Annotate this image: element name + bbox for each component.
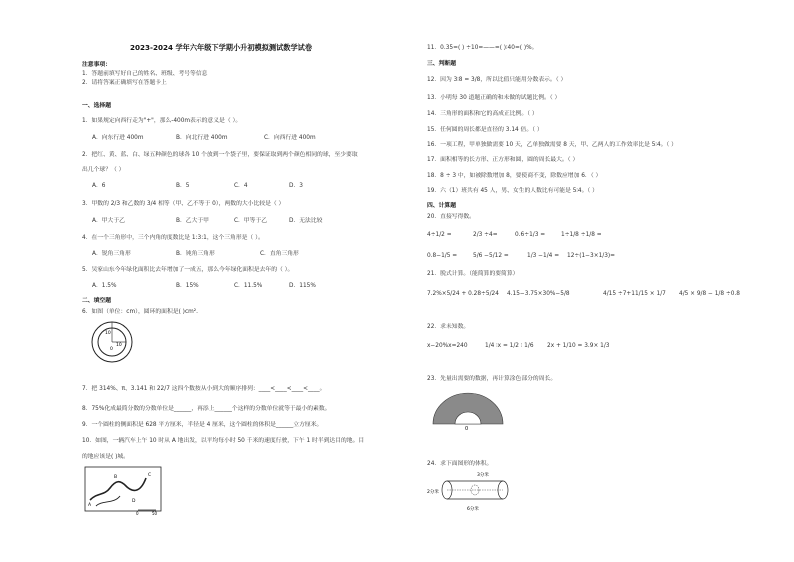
question-18: 18．8 ÷ 3 中，如被除数增加 8，要使商不变，除数应增加 6．（ ） xyxy=(427,173,602,179)
section-heading: 四、计算题 xyxy=(427,203,456,209)
question-17: 17．面积相等的长方形、正方形和圆，圆的周长最大。（ ） xyxy=(427,157,579,163)
option: B．15% xyxy=(176,283,199,289)
map-label: D xyxy=(132,499,136,504)
calc-item: 4/5 × 9/8 − 1/8 ÷0.8 xyxy=(679,291,740,297)
calc-item: 4.15−3.75×30%−5/8 xyxy=(507,291,570,297)
question-7: 7．把 314%、π、3.141 和 22/7 这四个数按从小到大的顺序排列：____<____<____<____。 xyxy=(82,386,326,392)
note-item: 1．答题前填写好自己的姓名、班级、考号等信息 xyxy=(82,71,208,77)
question-2-cont: 出几个球？（ ） xyxy=(82,167,125,173)
fig-label: 10 xyxy=(105,331,111,336)
option: D．无法比较 xyxy=(289,218,323,224)
note-item: 2．请将答案正确填写在答题卡上 xyxy=(82,80,167,86)
option: A．1.5% xyxy=(92,283,117,289)
question-22: 22．求未知数。 xyxy=(427,324,470,330)
question-23: 23．先量出需要的数据，再计算涂色部分的周长。 xyxy=(427,376,557,382)
section-heading: 三、判断题 xyxy=(427,61,456,67)
section-heading: 二、填空题 xyxy=(82,298,111,304)
question-9: 9．一个圆柱的侧面积是 628 平方厘米，半径是 4 厘米，这个圆柱的体积是______立方厘米。 xyxy=(82,422,323,428)
fig-label: 0 xyxy=(110,347,113,352)
option: B．向北行进 400m xyxy=(176,135,228,141)
calc-item: 12÷(1−3×1/3)= xyxy=(567,253,616,259)
fig-label: 10 xyxy=(116,343,122,348)
ring-figure xyxy=(90,320,134,364)
option: A．6 xyxy=(92,183,106,189)
map-label: C xyxy=(148,473,152,478)
section-heading: 一、选择题 xyxy=(82,103,111,109)
question-10: 10．如图，一辆汽车上午 10 时从 A 地出发，以平均每小时 50 千米的速度行驶，下午 1 时半到达目的地。目 xyxy=(82,438,365,444)
fig-label: 2分米 xyxy=(427,490,439,495)
question-6: 6．如图（单位：cm），圆环的面积是( )cm². xyxy=(82,309,198,315)
question-11: 11．0.35=( ) ÷10=——=( )∶40=( )%。 xyxy=(427,45,538,51)
question-2: 2．把红、黄、蓝、白、绿五种颜色的球各 10 个放到一个袋子里，要保证取到两个颜色相同的球，至少要取 xyxy=(82,152,358,158)
option: A．向东行进 400m xyxy=(92,135,144,141)
option: C．直角三角形 xyxy=(260,251,299,257)
calc-item: 2x + 1/10 = 3.9× 1/3 xyxy=(547,343,610,349)
question-3: 3．甲数的 2/3 和乙数的 3/4 相等（甲、乙不等于 0），两数的大小比较是（ ） xyxy=(82,201,285,207)
question-15: 15．任何圆的周长都是直径的 3.14 倍。（ ） xyxy=(427,127,543,133)
question-21: 21．脱式计算。（能简算的要简算） xyxy=(427,271,519,277)
option: C．向西行进 400m xyxy=(264,135,316,141)
fig-label: 3分米 xyxy=(477,473,489,478)
option: D．3 xyxy=(289,183,303,189)
page-title: 2023-2024 学年六年级下学期小升初模拟测试数学试卷 xyxy=(130,43,313,52)
map-label: B xyxy=(114,475,118,480)
option: C．11.5% xyxy=(234,283,263,289)
question-16: 16．一项工程，甲单独做需要 10 天，乙单独做需要 8 天，甲、乙两人的工作效率比是 5∶4。（ ） xyxy=(427,142,677,148)
calc-item: 5/6 −5/12 = xyxy=(473,253,509,259)
calc-item: 4/15 ÷7+11/15 × 1/7 xyxy=(603,291,666,297)
option: B．5 xyxy=(176,183,190,189)
calc-item: 1/4 ∶x = 1/2 ∶ 1/6 xyxy=(485,343,534,349)
question-24: 24．求下面图形的体积。 xyxy=(427,461,493,467)
notes-heading: 注意事项： xyxy=(82,62,111,68)
option: B．钝角三角形 xyxy=(176,251,215,257)
map-label: A xyxy=(88,503,92,508)
semicircle-figure xyxy=(431,390,505,430)
fig-label: 0 xyxy=(465,426,469,430)
option: D．115% xyxy=(289,283,316,289)
question-10-cont: 的地应该是( )城。 xyxy=(82,454,129,460)
question-5: 5．吴家山东今年绿化面积比去年增加了一成五，那么今年绿化面积是去年的（ ）。 xyxy=(82,267,294,273)
route-map xyxy=(84,466,162,516)
option: A．甲大于乙 xyxy=(92,218,125,224)
option: C．甲等于乙 xyxy=(234,218,268,224)
question-4: 4．在一个三角形中，三个内角的度数比是 1:3:1，这个三角形是（ ）。 xyxy=(82,235,264,241)
calc-item: 7.2%×5/24 + 0.28÷5/24 xyxy=(427,291,499,297)
calc-item: x−20%x=240 xyxy=(427,343,468,349)
calc-item: 1÷1/8 ÷1/8 = xyxy=(561,232,602,238)
calc-item: 0.6÷1/3 = xyxy=(515,232,546,238)
question-8: 8．75%化成最简分数的分数单位是______，再添上______个这样的分数单位就等于最小的素数。 xyxy=(82,406,331,412)
question-14: 14．三角形的面积和它的高成正比例。（ ） xyxy=(427,111,538,117)
calc-item: 0.8−1/5 = xyxy=(427,253,458,259)
question-13: 13．小明每 30 道题正确的和未做的试题比例。（ ） xyxy=(427,95,561,101)
question-20: 20．直接写得数。 xyxy=(427,214,475,220)
fig-label: 6分米 xyxy=(467,507,479,512)
question-12: 12．因为 3∶8 = 3/8，所以比值只能用分数表示。（ ） xyxy=(427,77,567,83)
question-19: 19．六（1）班共有 45 人，男、女生的人数比有可能是 5∶4。（ ） xyxy=(427,188,598,194)
option: C．4 xyxy=(234,183,248,189)
calc-item: 1/3 −1/4 = xyxy=(527,253,560,259)
question-1: 1．如果规定向西行走为"+"，那么-400m表示的意义是（ ）。 xyxy=(82,118,242,124)
calc-item: 4÷1/2 = xyxy=(427,232,452,238)
map-scale-label: 0 xyxy=(136,511,139,516)
option: A．锐角三角形 xyxy=(92,251,131,257)
map-scale-label: 50 xyxy=(152,511,158,516)
option: B．乙大于甲 xyxy=(176,218,209,224)
cylinder-figure xyxy=(427,468,517,514)
calc-item: 2/3 ÷4= xyxy=(473,232,498,238)
